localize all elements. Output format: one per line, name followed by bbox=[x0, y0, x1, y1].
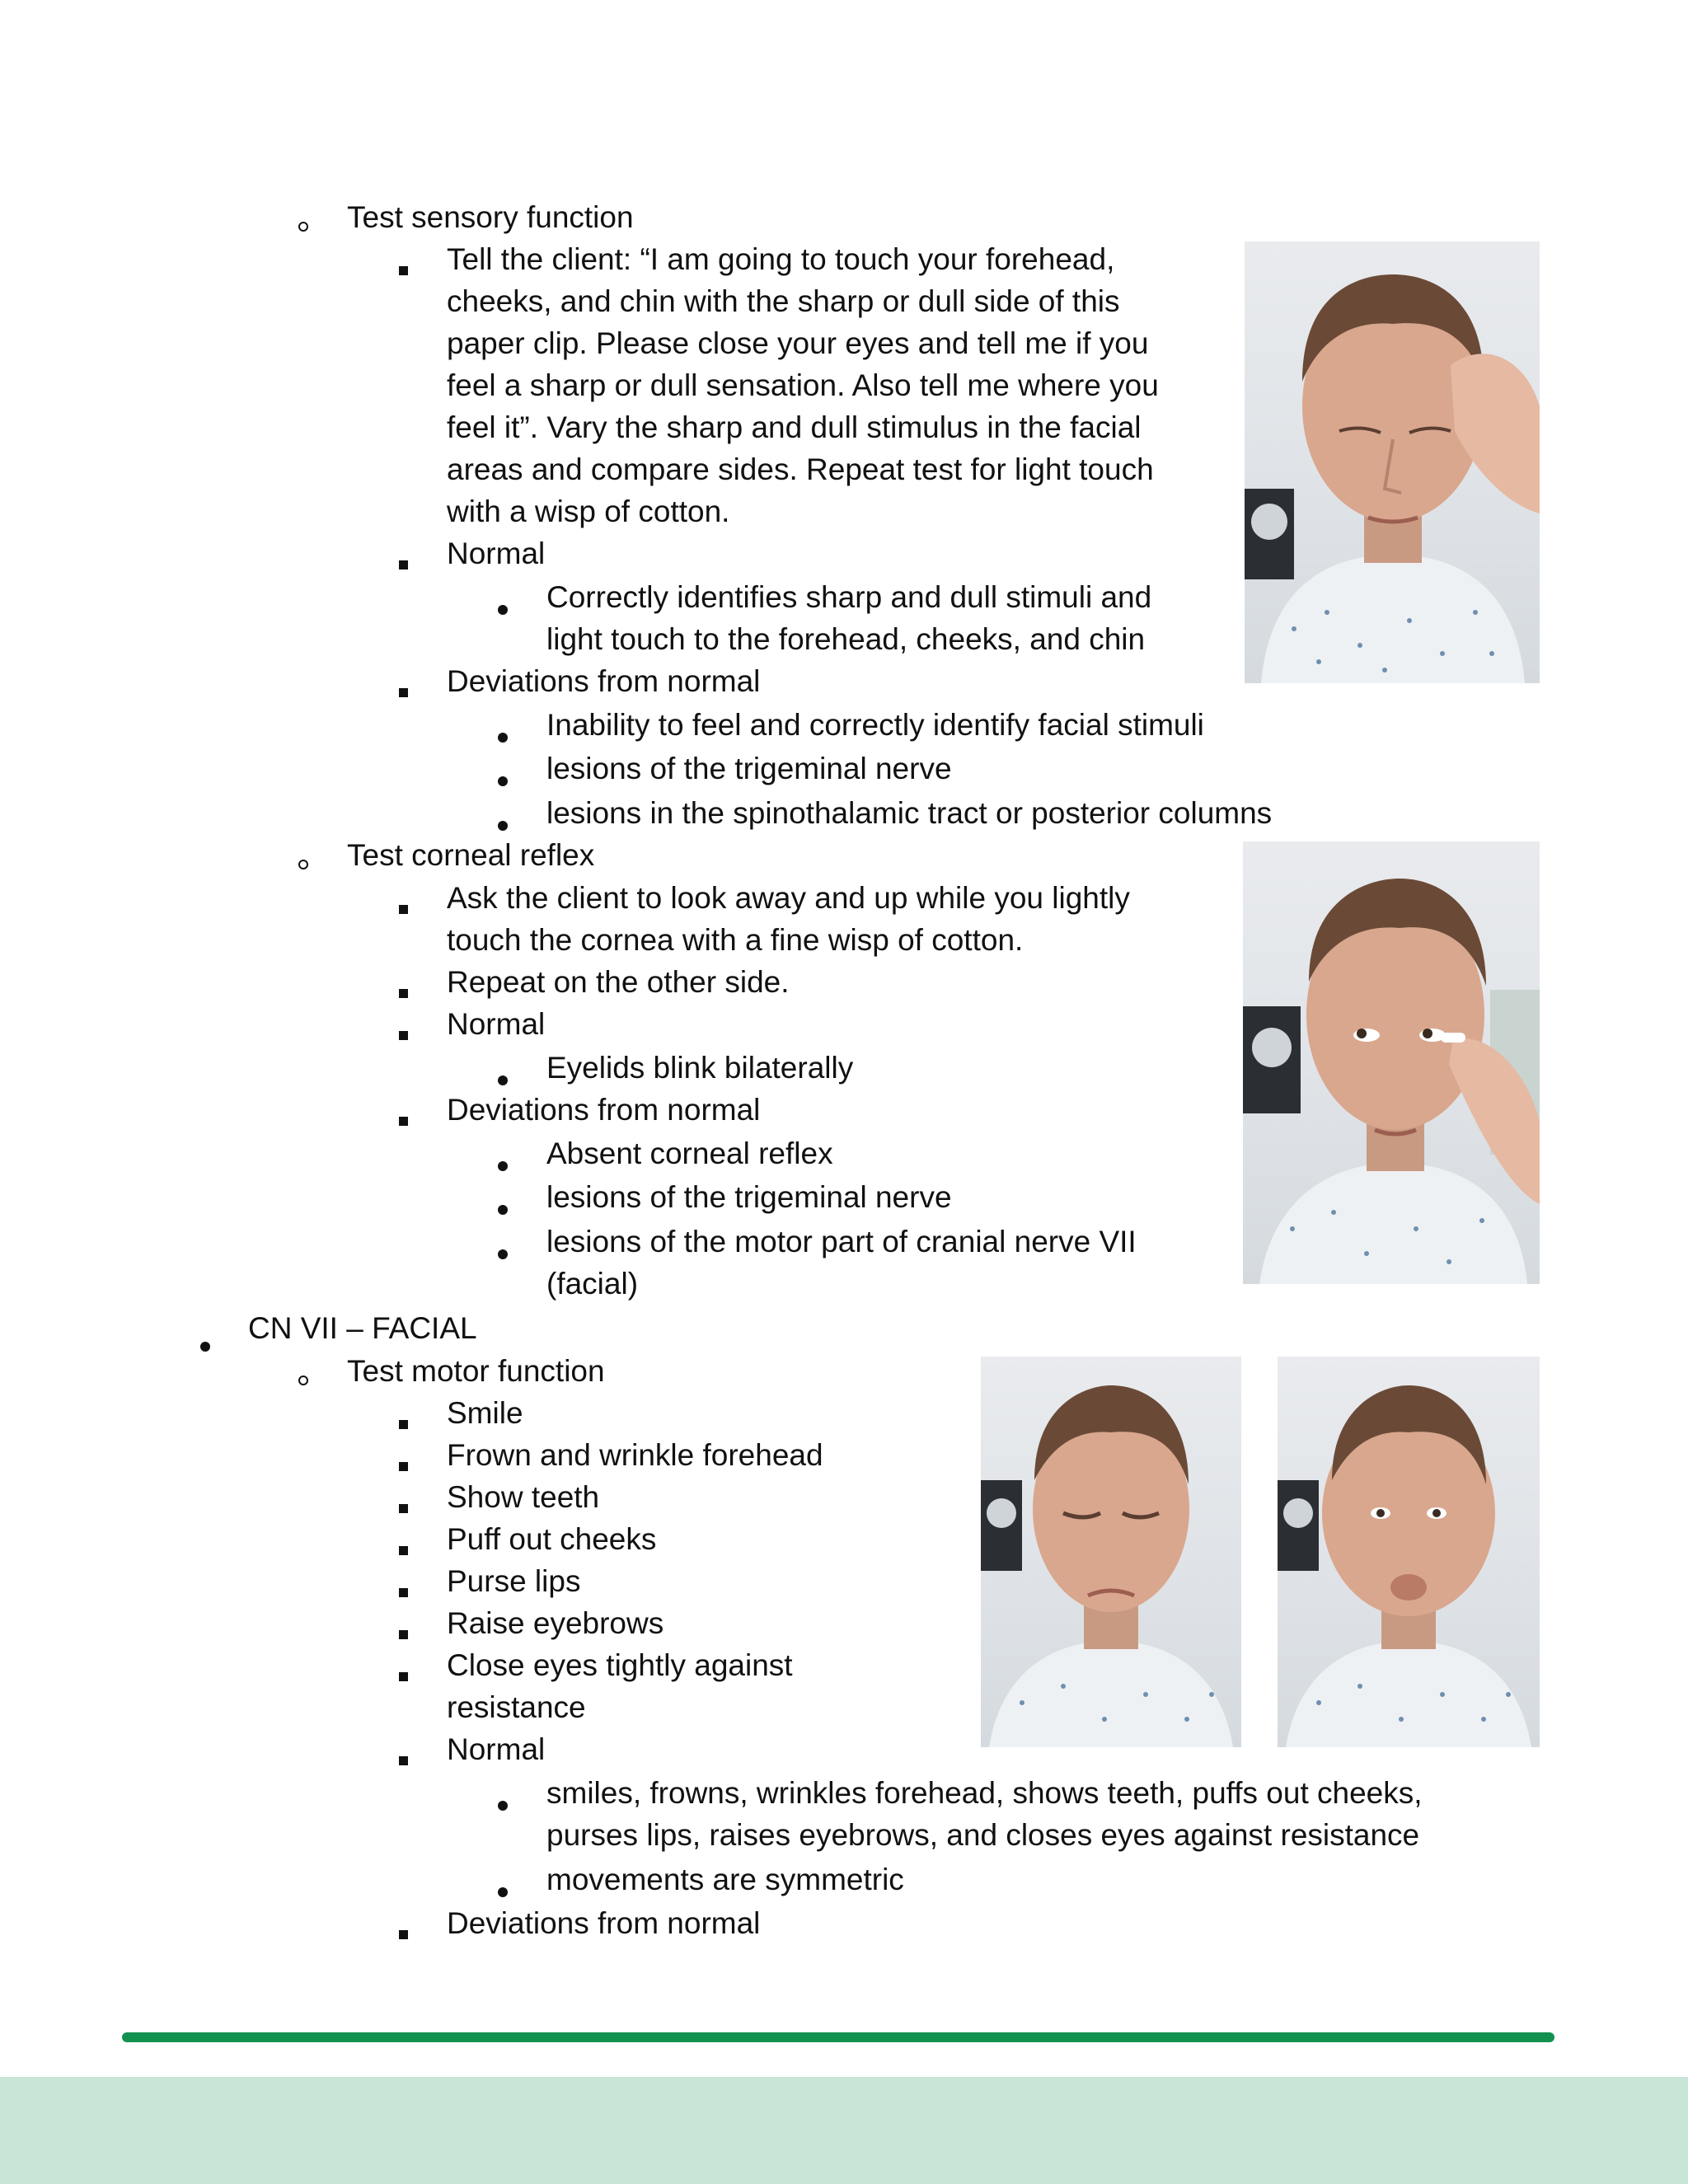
corneal-reflex-photo bbox=[1243, 841, 1540, 1284]
dot-bullet-icon bbox=[498, 1183, 508, 1226]
dot-bullet-icon bbox=[498, 1228, 508, 1270]
square-bullet-icon bbox=[399, 1608, 408, 1650]
square-bullet-icon bbox=[399, 967, 408, 1009]
square-bullet-icon bbox=[399, 1524, 408, 1566]
corneal-normal-label: Normal bbox=[447, 1007, 546, 1041]
facial-task: Raise eyebrows bbox=[447, 1606, 664, 1640]
facial-task: Close eyes tightly against bbox=[447, 1648, 793, 1682]
square-bullet-icon bbox=[399, 1482, 408, 1524]
sensory-instruction-line: with a wisp of cotton. bbox=[447, 494, 730, 528]
corneal-deviation-item: lesions of the motor part of cranial nerve VII bbox=[546, 1225, 1137, 1258]
sensory-instruction-line: Tell the client: “I am going to touch your forehead, bbox=[447, 242, 1115, 276]
square-bullet-icon bbox=[399, 1566, 408, 1608]
sensory-normal-label: Normal bbox=[447, 537, 546, 570]
corneal-deviations-label: Deviations from normal bbox=[447, 1093, 761, 1127]
sensory-deviations-label: Deviations from normal bbox=[447, 664, 761, 698]
square-bullet-icon bbox=[399, 1908, 408, 1950]
square-bullet-icon bbox=[399, 1398, 408, 1440]
sensory-instruction-line: feel it”. Vary the sharp and dull stimulus in the facial bbox=[447, 410, 1142, 444]
circle-bullet-icon bbox=[298, 1354, 308, 1396]
facial-task: Purse lips bbox=[447, 1564, 581, 1598]
square-bullet-icon bbox=[399, 1734, 408, 1776]
sensory-deviation-item: lesions of the trigeminal nerve bbox=[546, 752, 952, 785]
square-bullet-icon bbox=[399, 1009, 408, 1051]
dot-bullet-icon bbox=[498, 755, 508, 797]
dot-bullet-icon bbox=[200, 1320, 210, 1362]
facial-normal-item: purses lips, raises eyebrows, and closes eyes against resistance bbox=[546, 1818, 1420, 1852]
square-bullet-icon bbox=[399, 1440, 408, 1482]
dot-bullet-icon bbox=[498, 711, 508, 753]
sensory-instruction-line: feel a sharp or dull sensation. Also tell me where you bbox=[447, 368, 1159, 402]
sensory-normal-item: light touch to the forehead, cheeks, and chin bbox=[546, 622, 1146, 656]
facial-task: resistance bbox=[447, 1690, 586, 1724]
frown-expression-photo bbox=[981, 1357, 1241, 1747]
sensory-deviation-item: Inability to feel and correctly identify facial stimuli bbox=[546, 708, 1204, 742]
sensory-normal-item: Correctly identifies sharp and dull stimuli and bbox=[546, 580, 1152, 614]
corneal-normal-item: Eyelids blink bilaterally bbox=[546, 1051, 854, 1085]
facial-task: Puff out cheeks bbox=[447, 1522, 657, 1556]
circle-bullet-icon bbox=[298, 838, 308, 880]
square-bullet-icon bbox=[399, 1650, 408, 1692]
facial-task: Show teeth bbox=[447, 1480, 600, 1514]
sensory-instruction-line: areas and compare sides. Repeat test for light touch bbox=[447, 452, 1154, 486]
corneal-deviation-item: lesions of the trigeminal nerve bbox=[546, 1180, 952, 1214]
facial-task: Frown and wrinkle forehead bbox=[447, 1438, 823, 1472]
square-bullet-icon bbox=[399, 666, 408, 708]
corneal-instruction-line: touch the cornea with a fine wisp of cotton. bbox=[447, 923, 1024, 957]
facial-heading: Test motor function bbox=[347, 1354, 605, 1388]
corneal-repeat: Repeat on the other side. bbox=[447, 965, 790, 999]
footer-band bbox=[0, 2077, 1688, 2184]
corneal-deviation-item: (facial) bbox=[546, 1267, 639, 1301]
facial-normal-label: Normal bbox=[447, 1732, 546, 1766]
facial-deviations-label: Deviations from normal bbox=[447, 1906, 761, 1940]
circle-bullet-icon bbox=[298, 200, 308, 242]
corneal-heading: Test corneal reflex bbox=[347, 838, 595, 872]
sensory-heading: Test sensory function bbox=[347, 200, 634, 234]
corneal-instruction-line: Ask the client to look away and up while you lightly bbox=[447, 881, 1130, 915]
facial-task: Smile bbox=[447, 1396, 523, 1430]
square-bullet-icon bbox=[399, 538, 408, 580]
dot-bullet-icon bbox=[498, 1779, 508, 1821]
square-bullet-icon bbox=[399, 1094, 408, 1137]
facial-normal-item: smiles, frowns, wrinkles forehead, shows teeth, puffs out cheeks, bbox=[546, 1776, 1423, 1810]
puffed-cheeks-photo bbox=[1278, 1357, 1540, 1747]
square-bullet-icon bbox=[399, 244, 408, 286]
corneal-deviation-item: Absent corneal reflex bbox=[546, 1137, 833, 1170]
sensory-deviation-item: lesions in the spinothalamic tract or posterior columns bbox=[546, 796, 1273, 830]
dot-bullet-icon bbox=[498, 583, 508, 626]
sensory-instruction-line: cheeks, and chin with the sharp or dull side of this bbox=[447, 284, 1120, 318]
sensory-instruction-line: paper clip. Please close your eyes and tell me if you bbox=[447, 326, 1149, 360]
facial-section-title: CN VII – FACIAL bbox=[248, 1311, 477, 1345]
square-bullet-icon bbox=[399, 883, 408, 925]
facial-normal-item: movements are symmetric bbox=[546, 1863, 904, 1896]
sensory-test-photo bbox=[1245, 241, 1540, 683]
accent-divider bbox=[122, 2032, 1554, 2042]
dot-bullet-icon bbox=[498, 1140, 508, 1182]
